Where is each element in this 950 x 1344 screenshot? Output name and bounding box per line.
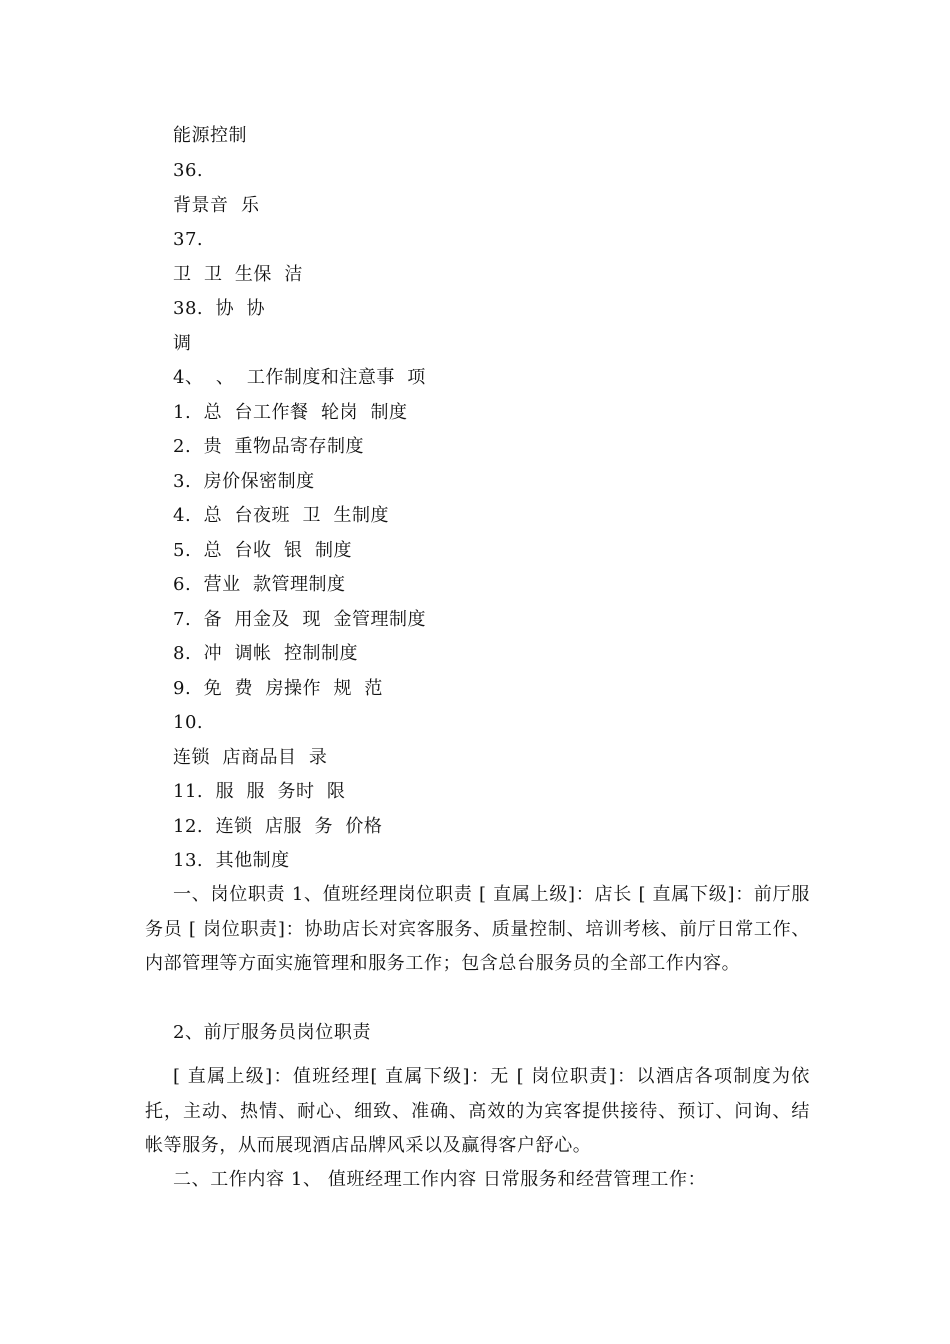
list-line: 36. <box>173 160 204 181</box>
paragraph-work-content: 二、工作内容 1、 值班经理工作内容 日常服务和经营管理工作： <box>173 1169 707 1190</box>
paragraph-front-desk-title: 2、前厅服务员岗位职责 <box>173 1022 372 1043</box>
list-line: 6. 营业 款管理制度 <box>173 574 346 595</box>
list-line: 11. 服 服 务时 限 <box>173 781 346 802</box>
list-line: 1. 总 台工作餐 轮岗 制度 <box>173 402 408 423</box>
list-line: 38. 协 协 <box>173 298 266 319</box>
list-line: 8. 冲 调帐 控制制度 <box>173 643 359 664</box>
list-line: 背景音 乐 <box>173 195 260 216</box>
list-line: 7. 备 用金及 现 金管理制度 <box>173 609 426 630</box>
list-line: 2. 贵 重物品寄存制度 <box>173 436 365 457</box>
list-line: 13. 其他制度 <box>173 850 290 871</box>
list-line: 3. 房价保密制度 <box>173 471 315 492</box>
list-line: 10. <box>173 712 204 733</box>
list-line: 调 <box>173 333 192 354</box>
list-line: 能源控制 <box>173 125 247 146</box>
list-line: 卫 卫 生保 洁 <box>173 264 303 285</box>
list-line: 5. 总 台收 银 制度 <box>173 540 352 561</box>
paragraph-job-duties: 一、岗位职责 1、值班经理岗位职责 [ 直属上级]：店长 [ 直属下级]：前厅服务员 [ 岗位职责]：协助店长对宾客服务、质量控制、培训考核、前厅日常工作、内部管理等方面实施管理和服务工作；包含总台服务员的全部工作内容。 <box>145 884 810 974</box>
paragraph-front-desk-duties: [ 直属上级]：值班经理[ 直属下级]：无 [ 岗位职责]：以酒店各项制度为依托，主动、热情、耐心、细致、准确、高效的为宾客提供接待、预订、问询、结帐等服务，从而展现酒店品牌风采以及赢得客户舒心。 <box>145 1066 810 1156</box>
list-line: 9. 免 费 房操作 规 范 <box>173 678 383 699</box>
list-line: 37. <box>173 229 204 250</box>
list-line: 12. 连锁 店服 务 价格 <box>173 816 383 837</box>
list-line: 连锁 店商品目 录 <box>173 747 328 768</box>
section-heading: 4、 、 工作制度和注意事 项 <box>173 367 426 388</box>
list-line: 4. 总 台夜班 卫 生制度 <box>173 505 389 526</box>
